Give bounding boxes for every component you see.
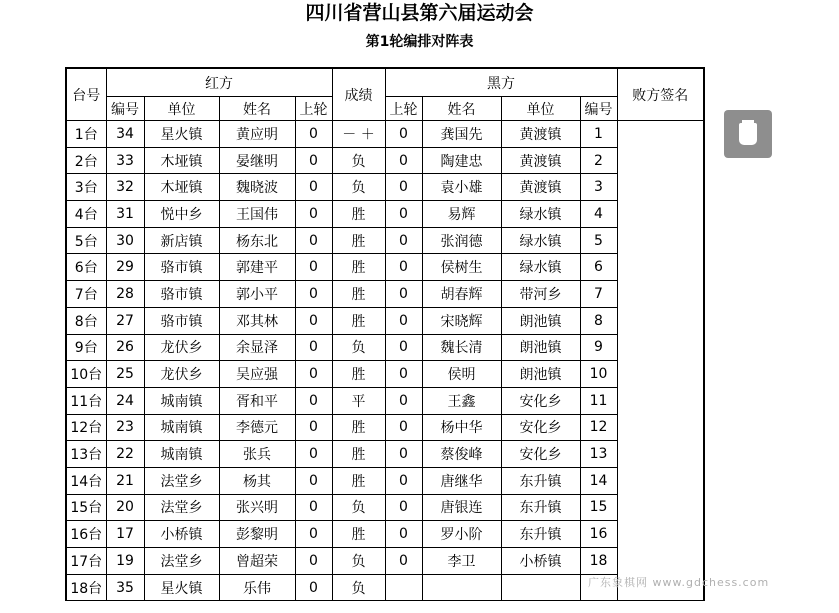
cell-black-number: 4 xyxy=(580,201,617,228)
cell-black-name: 陶建忠 xyxy=(422,147,501,174)
cell-red-unit: 城南镇 xyxy=(144,414,219,441)
cell-black-unit: 黄渡镇 xyxy=(501,174,580,201)
cell-result: 平 xyxy=(332,387,385,414)
cell-red-prev: 0 xyxy=(295,334,332,361)
cell-red-unit: 法堂乡 xyxy=(144,494,219,521)
cell-red-name: 吴应强 xyxy=(219,361,295,388)
cell-red-number: 29 xyxy=(106,254,144,281)
cell-red-unit: 星火镇 xyxy=(144,574,219,601)
header-loser-sign: 败方签名 xyxy=(617,68,704,121)
cell-result: 负 xyxy=(332,494,385,521)
cell-result: 胜 xyxy=(332,521,385,548)
header-black-prev: 上轮 xyxy=(385,97,422,121)
cell-black-unit: 黄渡镇 xyxy=(501,121,580,148)
cell-red-number: 26 xyxy=(106,334,144,361)
cell-black-name: 胡春辉 xyxy=(422,281,501,308)
table-row xyxy=(66,387,704,414)
cell-black-name: 蔡俊峰 xyxy=(422,441,501,468)
cell-red-prev: 0 xyxy=(295,521,332,548)
cell-result: 负 xyxy=(332,174,385,201)
cell-board: 4台 xyxy=(66,201,106,228)
page-subtitle: 第1轮编排对阵表 xyxy=(365,34,474,50)
cell-board: 11台 xyxy=(66,387,106,414)
cell-red-prev: 0 xyxy=(295,147,332,174)
cell-result: 负 xyxy=(332,147,385,174)
cell-board: 6台 xyxy=(66,254,106,281)
cell-black-prev: 0 xyxy=(385,387,422,414)
cell-black-prev: 0 xyxy=(385,121,422,148)
cell-red-prev: 0 xyxy=(295,121,332,148)
cell-red-number: 19 xyxy=(106,548,144,575)
cell-black-unit xyxy=(501,574,580,601)
cell-result: 负 xyxy=(332,548,385,575)
cell-red-name: 黄应明 xyxy=(219,121,295,148)
cell-red-name: 余显泽 xyxy=(219,334,295,361)
cell-result: － ＋ xyxy=(332,121,385,148)
cell-result: 胜 xyxy=(332,361,385,388)
header-black: 黑方 xyxy=(385,68,617,97)
cell-red-unit: 法堂乡 xyxy=(144,467,219,494)
table-row xyxy=(66,254,704,281)
cell-black-prev: 0 xyxy=(385,281,422,308)
cell-red-unit: 木垭镇 xyxy=(144,174,219,201)
cell-black-number: 1 xyxy=(580,121,617,148)
cell-black-number: 15 xyxy=(580,494,617,521)
cell-red-number: 17 xyxy=(106,521,144,548)
cell-red-unit: 龙伏乡 xyxy=(144,334,219,361)
cell-red-name: 郭建平 xyxy=(219,254,295,281)
cell-board: 1台 xyxy=(66,121,106,148)
cell-black-name: 王鑫 xyxy=(422,387,501,414)
cell-red-name: 曾超荣 xyxy=(219,548,295,575)
header-black-number: 编号 xyxy=(580,97,617,121)
cell-red-name: 李德元 xyxy=(219,414,295,441)
cell-result: 负 xyxy=(332,334,385,361)
cell-black-unit: 安化乡 xyxy=(501,441,580,468)
cell-red-unit: 骆市镇 xyxy=(144,254,219,281)
cell-red-unit: 木垭镇 xyxy=(144,147,219,174)
cell-result: 胜 xyxy=(332,201,385,228)
cell-red-number: 28 xyxy=(106,281,144,308)
cell-black-number: 10 xyxy=(580,361,617,388)
cell-black-prev: 0 xyxy=(385,361,422,388)
cell-black-unit: 绿水镇 xyxy=(501,201,580,228)
translate-icon xyxy=(739,123,757,145)
cell-red-name: 杨东北 xyxy=(219,227,295,254)
cell-board: 9台 xyxy=(66,334,106,361)
cell-board: 7台 xyxy=(66,281,106,308)
table-body xyxy=(66,121,704,601)
cell-red-prev: 0 xyxy=(295,574,332,601)
header-red-prev: 上轮 xyxy=(295,97,332,121)
cell-red-prev: 0 xyxy=(295,467,332,494)
cell-red-unit: 悦中乡 xyxy=(144,201,219,228)
header-red: 红方 xyxy=(106,68,332,97)
cell-result: 胜 xyxy=(332,441,385,468)
cell-board: 3台 xyxy=(66,174,106,201)
cell-red-name: 晏继明 xyxy=(219,147,295,174)
cell-black-prev: 0 xyxy=(385,521,422,548)
table-row xyxy=(66,361,704,388)
cell-red-number: 31 xyxy=(106,201,144,228)
page-title: 四川省营山县第六届运动会 xyxy=(305,2,534,24)
cell-black-number: 3 xyxy=(580,174,617,201)
cell-red-prev: 0 xyxy=(295,281,332,308)
cell-black-prev: 0 xyxy=(385,307,422,334)
cell-red-unit: 骆市镇 xyxy=(144,307,219,334)
cell-red-unit: 新店镇 xyxy=(144,227,219,254)
table-row xyxy=(66,441,704,468)
cell-black-number: 6 xyxy=(580,254,617,281)
header-red-name: 姓名 xyxy=(219,97,295,121)
cell-black-number: 11 xyxy=(580,387,617,414)
cell-red-name: 张兴明 xyxy=(219,494,295,521)
cell-black-number: 2 xyxy=(580,147,617,174)
cell-black-name: 宋晓辉 xyxy=(422,307,501,334)
cell-red-number: 20 xyxy=(106,494,144,521)
cell-black-unit: 东升镇 xyxy=(501,494,580,521)
cell-black-name: 侯树生 xyxy=(422,254,501,281)
cell-red-unit: 城南镇 xyxy=(144,387,219,414)
cell-black-name: 易辉 xyxy=(422,201,501,228)
cell-black-name: 唐继华 xyxy=(422,467,501,494)
cell-black-prev xyxy=(385,574,422,601)
cell-black-name: 魏长清 xyxy=(422,334,501,361)
loser-sign-area xyxy=(617,121,704,601)
cell-red-prev: 0 xyxy=(295,227,332,254)
cell-black-prev: 0 xyxy=(385,147,422,174)
cell-red-unit: 城南镇 xyxy=(144,441,219,468)
cell-black-name xyxy=(422,574,501,601)
cell-red-prev: 0 xyxy=(295,414,332,441)
cell-red-prev: 0 xyxy=(295,548,332,575)
cell-black-unit: 安化乡 xyxy=(501,387,580,414)
cell-red-name: 乐伟 xyxy=(219,574,295,601)
cell-red-number: 23 xyxy=(106,414,144,441)
cell-result: 负 xyxy=(332,574,385,601)
cell-black-name: 杨中华 xyxy=(422,414,501,441)
table-row xyxy=(66,147,704,174)
cell-black-number: 14 xyxy=(580,467,617,494)
cell-result: 胜 xyxy=(332,467,385,494)
cell-black-prev: 0 xyxy=(385,174,422,201)
cell-red-number: 21 xyxy=(106,467,144,494)
header-board: 台号 xyxy=(66,68,106,121)
cell-black-prev: 0 xyxy=(385,334,422,361)
header-red-unit: 单位 xyxy=(144,97,219,121)
cell-black-prev: 0 xyxy=(385,414,422,441)
cell-black-prev: 0 xyxy=(385,201,422,228)
cell-black-unit: 绿水镇 xyxy=(501,227,580,254)
cell-result: 胜 xyxy=(332,307,385,334)
cell-red-number: 32 xyxy=(106,174,144,201)
cell-result: 胜 xyxy=(332,414,385,441)
pairing-table xyxy=(65,67,705,601)
cell-red-unit: 小桥镇 xyxy=(144,521,219,548)
cell-red-number: 27 xyxy=(106,307,144,334)
cell-board: 18台 xyxy=(66,574,106,601)
cell-red-number: 34 xyxy=(106,121,144,148)
header-black-name: 姓名 xyxy=(422,97,501,121)
cell-black-name: 龚国先 xyxy=(422,121,501,148)
cell-black-prev: 0 xyxy=(385,254,422,281)
cell-black-unit: 东升镇 xyxy=(501,521,580,548)
cell-red-name: 张兵 xyxy=(219,441,295,468)
cell-black-number: 18 xyxy=(580,548,617,575)
cell-black-unit: 朗池镇 xyxy=(501,307,580,334)
cell-black-unit: 东升镇 xyxy=(501,467,580,494)
cell-board: 17台 xyxy=(66,548,106,575)
cell-black-prev: 0 xyxy=(385,441,422,468)
cell-board: 10台 xyxy=(66,361,106,388)
cell-black-name: 唐银连 xyxy=(422,494,501,521)
cell-board: 12台 xyxy=(66,414,106,441)
cell-black-prev: 0 xyxy=(385,548,422,575)
cell-black-name: 张润德 xyxy=(422,227,501,254)
cell-black-number: 13 xyxy=(580,441,617,468)
table-row xyxy=(66,201,704,228)
cell-red-unit: 星火镇 xyxy=(144,121,219,148)
cell-red-name: 魏晓波 xyxy=(219,174,295,201)
cell-red-number: 35 xyxy=(106,574,144,601)
cell-board: 14台 xyxy=(66,467,106,494)
cell-red-name: 杨其 xyxy=(219,467,295,494)
cell-black-unit: 朗池镇 xyxy=(501,334,580,361)
header-row-2 xyxy=(66,97,704,121)
cell-red-prev: 0 xyxy=(295,494,332,521)
cell-red-prev: 0 xyxy=(295,441,332,468)
cell-red-prev: 0 xyxy=(295,201,332,228)
cell-red-number: 22 xyxy=(106,441,144,468)
cell-red-prev: 0 xyxy=(295,174,332,201)
header-result: 成绩 xyxy=(332,68,385,121)
cell-board: 13台 xyxy=(66,441,106,468)
cell-red-number: 33 xyxy=(106,147,144,174)
table-row xyxy=(66,414,704,441)
translate-button[interactable] xyxy=(724,110,772,158)
cell-black-unit: 朗池镇 xyxy=(501,361,580,388)
cell-black-prev: 0 xyxy=(385,227,422,254)
cell-board: 5台 xyxy=(66,227,106,254)
table-row xyxy=(66,494,704,521)
cell-red-number: 25 xyxy=(106,361,144,388)
cell-black-number: 12 xyxy=(580,414,617,441)
cell-red-prev: 0 xyxy=(295,387,332,414)
table-row xyxy=(66,281,704,308)
table-row xyxy=(66,121,704,148)
cell-black-unit: 黄渡镇 xyxy=(501,147,580,174)
cell-result: 胜 xyxy=(332,227,385,254)
cell-board: 15台 xyxy=(66,494,106,521)
cell-red-number: 24 xyxy=(106,387,144,414)
table-row xyxy=(66,334,704,361)
cell-red-name: 郭小平 xyxy=(219,281,295,308)
cell-red-prev: 0 xyxy=(295,361,332,388)
header-black-unit: 单位 xyxy=(501,97,580,121)
cell-black-number: 8 xyxy=(580,307,617,334)
table-row xyxy=(66,467,704,494)
cell-red-name: 彭黎明 xyxy=(219,521,295,548)
header-red-number: 编号 xyxy=(106,97,144,121)
cell-black-unit: 小桥镇 xyxy=(501,548,580,575)
table-row xyxy=(66,307,704,334)
cell-board: 16台 xyxy=(66,521,106,548)
cell-red-unit: 龙伏乡 xyxy=(144,361,219,388)
cell-black-name: 袁小雄 xyxy=(422,174,501,201)
cell-black-prev: 0 xyxy=(385,467,422,494)
table-row xyxy=(66,174,704,201)
cell-black-name: 罗小阶 xyxy=(422,521,501,548)
header-row-1 xyxy=(66,68,704,97)
cell-black-number: 9 xyxy=(580,334,617,361)
cell-board: 8台 xyxy=(66,307,106,334)
cell-red-prev: 0 xyxy=(295,254,332,281)
cell-result: 胜 xyxy=(332,254,385,281)
cell-black-number: 7 xyxy=(580,281,617,308)
cell-result: 胜 xyxy=(332,281,385,308)
cell-red-name: 胥和平 xyxy=(219,387,295,414)
watermark: 广东象棋网 www.gdchess.com xyxy=(588,576,770,589)
cell-red-name: 王国伟 xyxy=(219,201,295,228)
table-row xyxy=(66,521,704,548)
cell-black-unit: 带河乡 xyxy=(501,281,580,308)
cell-black-prev: 0 xyxy=(385,494,422,521)
cell-black-unit: 绿水镇 xyxy=(501,254,580,281)
cell-board: 2台 xyxy=(66,147,106,174)
cell-black-name: 李卫 xyxy=(422,548,501,575)
cell-red-unit: 法堂乡 xyxy=(144,548,219,575)
cell-red-name: 邓其林 xyxy=(219,307,295,334)
table-row xyxy=(66,548,704,575)
cell-black-unit: 安化乡 xyxy=(501,414,580,441)
cell-red-prev: 0 xyxy=(295,307,332,334)
cell-black-name: 侯明 xyxy=(422,361,501,388)
cell-black-number: 5 xyxy=(580,227,617,254)
cell-red-unit: 骆市镇 xyxy=(144,281,219,308)
table-row xyxy=(66,227,704,254)
cell-red-number: 30 xyxy=(106,227,144,254)
cell-black-number: 16 xyxy=(580,521,617,548)
